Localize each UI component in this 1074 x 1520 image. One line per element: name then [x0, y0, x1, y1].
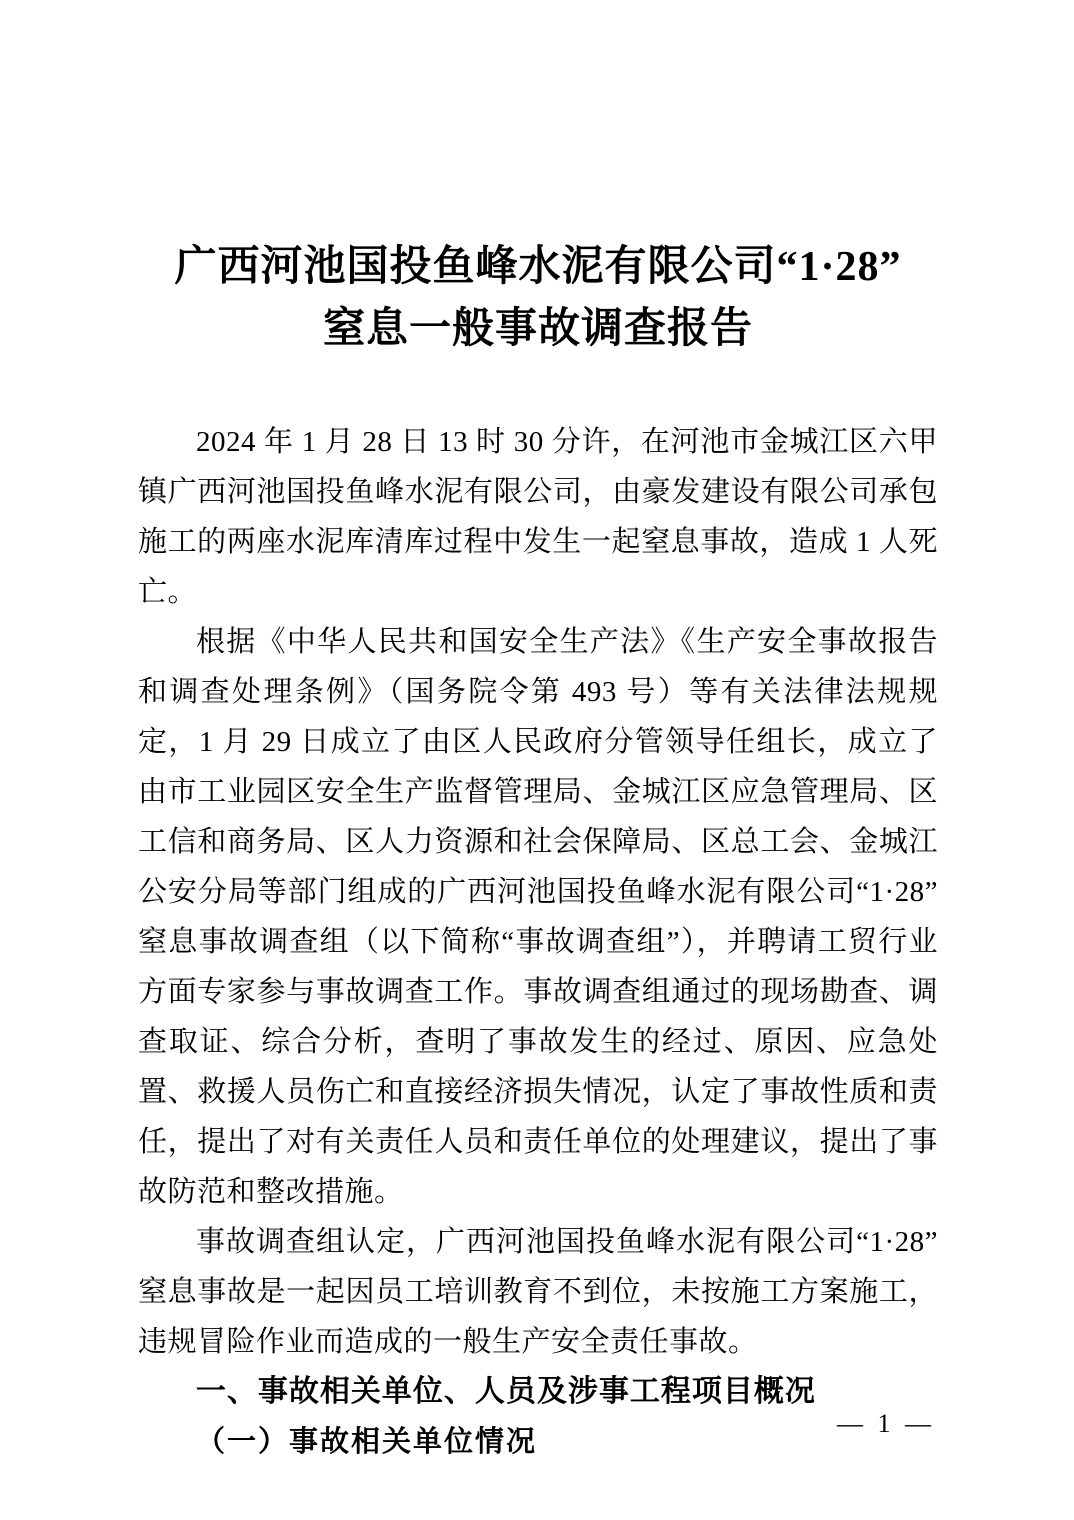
page-number: — 1 — [837, 1409, 935, 1438]
paragraph-investigation-setup: 根据《中华人民共和国安全生产法》《生产安全事故报告和调查处理条例》（国务院令第 493 号）等有关法律法规规定，1 月 29 日成立了由区人民政府分管领导任组长，成立了由市工业园区安全生产监督管理局、金城江区应急管理局、区工信和商务局、区人力资源和社会保障局、区总工会、金城江公安分局等部门组成的广西河池国投鱼峰水泥有限公司“1·28”窒息事故调查组（以下简称“事故调查组”），并聘请工贸行业方面专家参与事故调查工作。事故调查组通过的现场勘查、调查取证、综合分析，查明了事故发生的经过、原因、应急处置、救援人员伤亡和直接经济损失情况，认定了事故性质和责任，提出了对有关责任人员和责任单位的处理建议，提出了事故防范和整改措施。 [138, 626, 938, 1208]
paragraph-accident-determination: 事故调查组认定，广西河池国投鱼峰水泥有限公司“1·28”窒息事故是一起因员工培训教育不到位，未按施工方案施工，违规冒险作业而造成的一般生产安全责任事故。 [138, 1226, 938, 1358]
document-body [138, 417, 938, 1467]
document-title-line-2: 窒息一般事故调查报告 [322, 306, 753, 352]
document-title-line-1: 广西河池国投鱼峰水泥有限公司“1·28” [174, 244, 902, 290]
section-heading-1: 一、事故相关单位、人员及涉事工程项目概况 [195, 1375, 816, 1408]
document-title [138, 236, 938, 360]
subsection-heading-1-1: （一）事故相关单位情况 [196, 1426, 538, 1458]
paragraph-incident-summary: 2024 年 1 月 28 日 13 时 30 分许，在河池市金城江区六甲镇广西河池国投鱼峰水泥有限公司，由豪发建设有限公司承包施工的两座水泥库清库过程中发生一起窒息事故，造成 1 人死亡。 [138, 426, 938, 608]
